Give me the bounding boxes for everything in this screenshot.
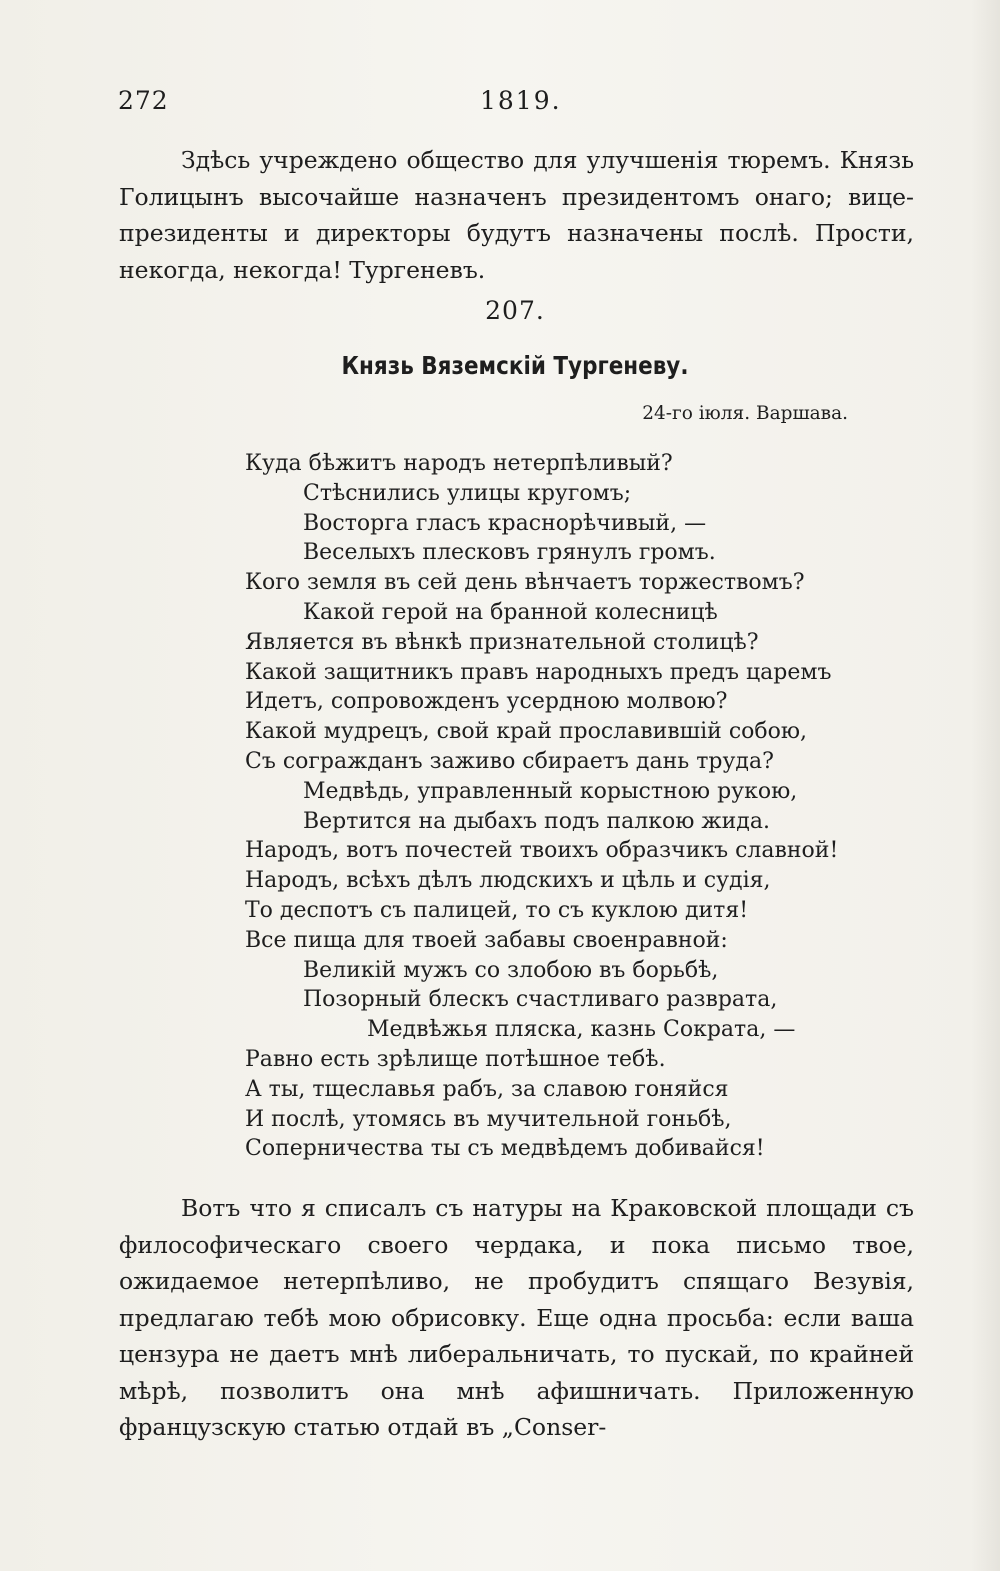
poem-line: Позорный блескъ счастливаго разврата, (303, 987, 778, 1013)
letter-dateline: 24-го іюля. Варшава. (642, 403, 848, 424)
poem-line: Народъ, вотъ почестей твоихъ образчикъ славной! (245, 838, 839, 864)
closing-paragraph: Вотъ что я списалъ съ натуры на Краковской площади съ философическаго своего чердака, и пока письмо твое, ожидаемое нетерпѣливо, не пробудитъ спящаго Везувія, предлагаю тебѣ мою обрисовку. Еще одна просьба: если ваша цензура не даетъ мнѣ либеральничать, то пускай, по крайней мѣрѣ, позволитъ она мнѣ афишничать. Приложенную французскую статью отдай въ „Conser- (119, 1194, 914, 1441)
poem-line: Великій мужъ со злобою въ борьбѣ, (303, 957, 719, 983)
page-edge-shadow (970, 0, 1000, 1571)
poem-line: И послѣ, утомясь въ мучительной гоньбѣ, (245, 1106, 732, 1132)
poem-line: Съ согражданъ заживо сбираетъ дань труда? (245, 749, 774, 774)
poem-line: А ты, тщеславья рабъ, за славою гоняйся (245, 1076, 729, 1102)
poem-line: Какой мудрецъ, свой край прославившій собою, (245, 719, 808, 745)
poem-line: То деспотъ съ палицей, то съ куклою дитя! (245, 898, 749, 923)
poem-line: Все пища для твоей забавы своенравной: (245, 927, 728, 953)
poem-line: Какой защитникъ правъ народныхъ предъ царемъ (245, 659, 832, 685)
poem-line: Народъ, всѣхъ дѣлъ людскихъ и цѣль и судія, (245, 868, 771, 894)
closing-paragraph-block (119, 1190, 914, 1446)
poem-line: Медвѣжья пляска, казнь Сократа, — (367, 1017, 796, 1043)
poem-line: Какой герой на бранной колесницѣ (303, 600, 718, 625)
poem-line: Стѣснились улицы кругомъ; (303, 480, 632, 506)
poem-line: Восторга гласъ краснорѣчивый, — (303, 510, 707, 536)
poem-line: Является въ вѣнкѣ признательной столицѣ? (245, 629, 759, 655)
running-header (118, 86, 918, 126)
poem-line: Куда бѣжитъ народъ нетерпѣливый? (245, 451, 673, 476)
poem-line: Кого земля въ сей день вѣнчаетъ торжествомъ? (245, 570, 805, 596)
poem-line: Идетъ, сопровожденъ усердною молвою? (245, 689, 728, 715)
intro-paragraph: Здѣсь учреждено общество для улучшенія тюремъ. Князь Голицынъ высочайше назначенъ президентомъ онаго; вице-президенты и директоры будутъ назначены послѣ. Прости, некогда, некогда! Тургеневъ. (119, 146, 914, 284)
page-number: 272 (118, 86, 169, 115)
poem-line: Вертится на дыбахъ подъ палкою жида. (303, 808, 770, 834)
letter-number: 207. (485, 296, 545, 325)
running-year: 1819. (480, 86, 562, 115)
poem-line: Веселыхъ плесковъ грянулъ громъ. (303, 540, 716, 566)
letter-title: Князь Вяземскій Тургеневу. (341, 351, 689, 380)
intro-paragraph-block (119, 142, 914, 288)
poem-line: Медвѣдь, управленный корыстною рукою, (303, 778, 798, 804)
poem-line: Соперничества ты съ медвѣдемъ добивайся! (245, 1136, 765, 1162)
poem-line: Равно есть зрѣлище потѣшное тебѣ. (245, 1047, 666, 1072)
